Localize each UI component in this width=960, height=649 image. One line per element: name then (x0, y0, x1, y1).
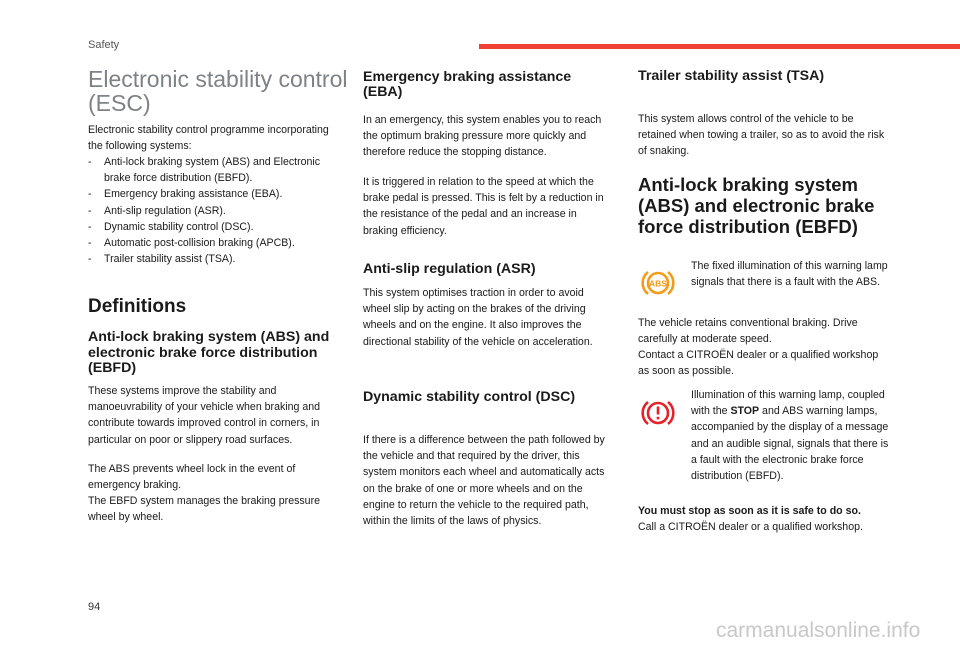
abs-retain-text-2: Contact a CITROËN dealer or a qualified workshop as soon as possible. (638, 349, 879, 378)
eba-text-1: In an emergency, this system enables you to reach the optimum braking pressure more quickly and therefore reduce the stopping distance. (363, 114, 602, 159)
dsc-text: If there is a difference between the path followed by the vehicle and that required by the driver, this system monitors each wheel and automatically acts on the brake of one or more wheels and on the engine to return the vehicle to the required path, within the limits of the laws of physics. (363, 434, 605, 528)
abs-text-1: These systems improve the stability and manoeuvrability of your vehicle when braking and contribute towards improved control in corners, in particular on poor or slippery road surfaces. (88, 385, 321, 446)
stop-call-text: Call a CITROËN dealer or a qualified workshop. (638, 521, 863, 533)
abs-text-3: The EBFD system manages the braking pressure wheel by wheel. (88, 495, 320, 524)
system-list-item: - Anti-slip regulation (ASR). (88, 203, 338, 219)
page-number: 94 (88, 601, 101, 613)
abs-text-2: The ABS prevents wheel lock in the event of emergency braking. (88, 463, 296, 492)
abs-ebfd-big-heading: Anti-lock braking system (ABS) and electronic brake force distribution (EBFD) (638, 174, 875, 237)
brake-warning-icon (641, 398, 675, 433)
abs-retain-text-1: The vehicle retains conventional braking. Drive carefully at moderate speed. (638, 317, 858, 346)
systems-list (88, 154, 338, 267)
watermark: carmanualsonline.info (716, 619, 921, 642)
tsa-text: This system allows control of the vehicle to be retained when towing a trailer, so as to avoid the risk of snaking. (638, 113, 885, 158)
abs-lamp-label: ABS (649, 278, 667, 289)
asr-heading: Anti-slip regulation (ASR) (363, 261, 536, 277)
page-title: Electronic stability control (ESC) (88, 66, 348, 116)
system-list-item: - Trailer stability assist (TSA). (88, 251, 338, 267)
tsa-heading: Trailer stability assist (TSA) (638, 68, 825, 84)
section-label: Safety (88, 39, 120, 51)
system-list-item: - Emergency braking assistance (EBA). (88, 186, 338, 202)
definitions-heading: Definitions (88, 296, 187, 317)
stop-warning: You must stop as soon as it is safe to do so. (638, 505, 861, 517)
abs-ebfd-heading: Anti-lock braking system (ABS) and electronic brake force distribution (EBFD) (88, 329, 330, 376)
eba-text-2: It is triggered in relation to the speed at which the brake pedal is pressed. This is felt by a reduction in the resistance of the pedal and an increase in braking efficiency. (363, 176, 604, 237)
system-list-item: - Dynamic stability control (DSC). (88, 219, 338, 235)
eba-heading: Emergency braking assistance (EBA) (363, 69, 572, 100)
esc-intro: Electronic stability control programme incorporating the following systems: (88, 124, 329, 153)
dsc-heading: Dynamic stability control (DSC) (363, 389, 576, 405)
abs-warning-icon (641, 268, 675, 303)
abs-lamp-text: The fixed illumination of this warning lamp signals that there is a fault with the ABS. (691, 260, 888, 289)
system-list-item: - Anti-lock braking system (ABS) and Electronic brake force distribution (EBFD). (88, 154, 338, 186)
header-accent-bar (479, 44, 960, 49)
brake-lamp-text: Illumination of this warning lamp, coupled with the STOP and ABS warning lamps, accompanied by the display of a message and an audible signal, signals that there is a fault with the electronic brake force distribution (EBFD). (691, 389, 889, 483)
asr-text: This system optimises traction in order to avoid wheel slip by acting on the brakes of the driving wheels and on the engine. It also improves the directional stability of the vehicle on acceleration. (363, 287, 593, 348)
system-list-item: - Automatic post-collision braking (APCB). (88, 235, 338, 251)
